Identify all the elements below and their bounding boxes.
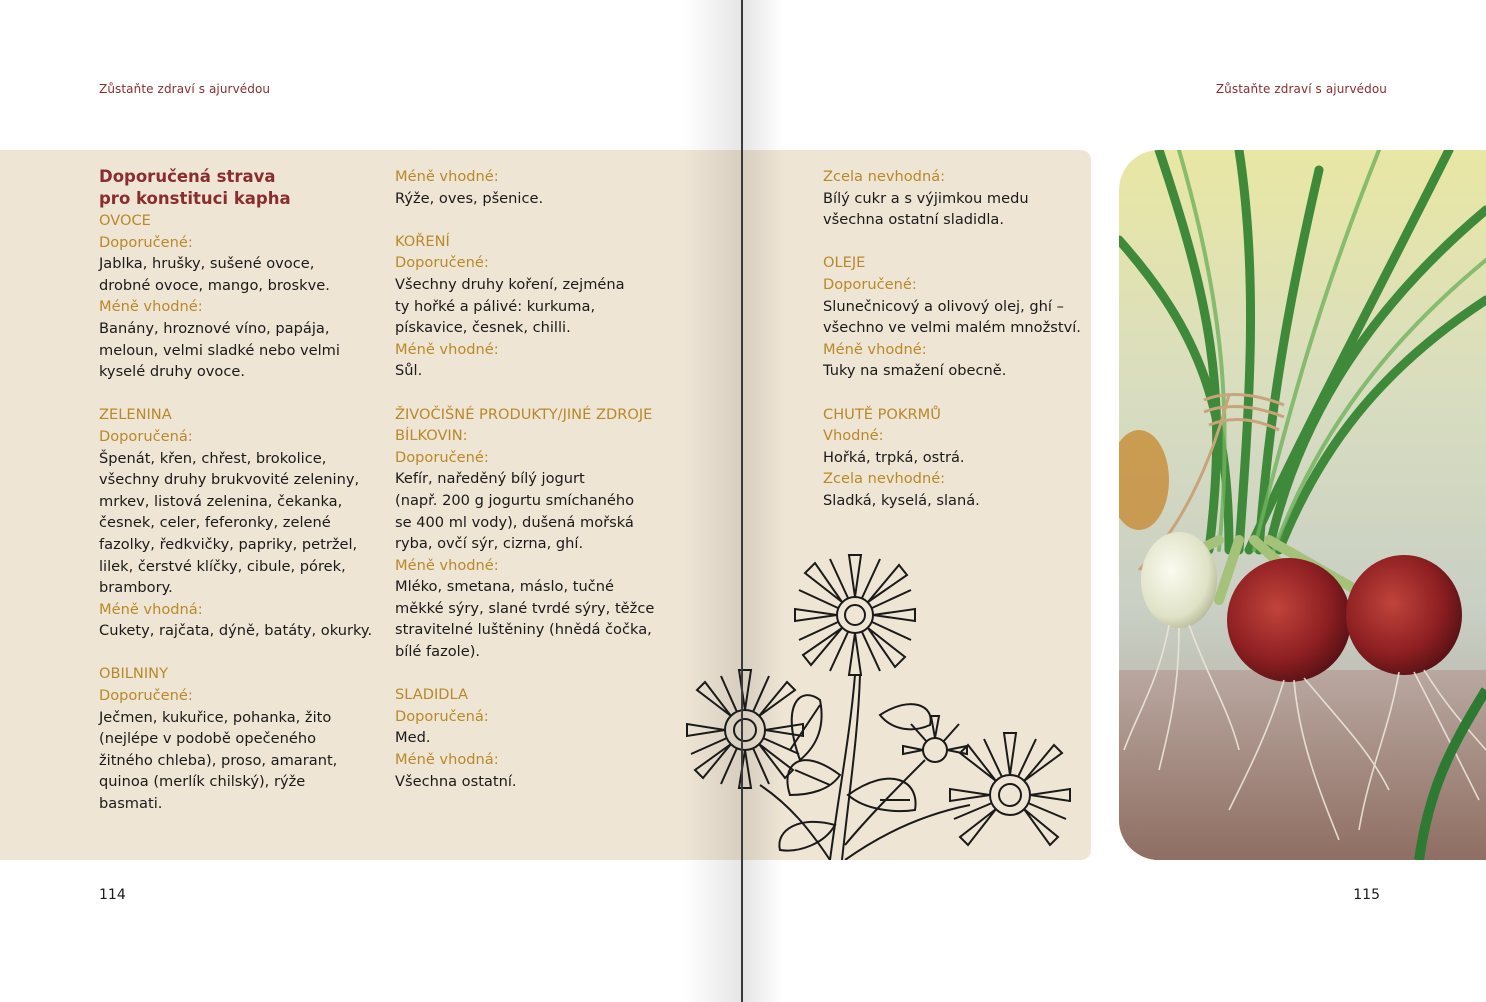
text-line: basmati. bbox=[99, 795, 163, 813]
text-line: pískavice, česnek, chilli. bbox=[395, 319, 571, 337]
label-less: Méně vhodné: bbox=[395, 168, 499, 185]
text-line: (např. 200 g jogurtu smíchaného bbox=[395, 491, 635, 509]
text-line: česnek, celer, feferonky, zelené bbox=[99, 514, 331, 532]
text-line: Med. bbox=[395, 729, 431, 747]
heading-chute: CHUTĚ POKRMŮ bbox=[823, 405, 941, 423]
text-line: brambory. bbox=[99, 579, 173, 597]
text-line: mrkev, listová zelenina, čekanka, bbox=[99, 492, 343, 510]
title-line-2: pro konstituci kapha bbox=[99, 189, 291, 208]
text-line: Slunečnicový a olivový olej, ghí – bbox=[823, 297, 1064, 315]
text-line: ty hořké a pálivé: kurkuma, bbox=[395, 297, 596, 315]
text-line: Špenát, křen, chřest, brokolice, bbox=[99, 449, 327, 467]
text-line: drobné ovoce, mango, broskve. bbox=[99, 276, 330, 294]
text-line: (nejlépe v podobě opečeného bbox=[99, 730, 317, 748]
heading-zelenina: ZELENINA bbox=[99, 406, 172, 424]
text-line: Kefír, naředěný bílý jogurt bbox=[395, 470, 585, 488]
label-recommended: Doporučené: bbox=[395, 254, 489, 272]
text-line: Sladká, kyselá, slaná. bbox=[823, 491, 980, 509]
heading-oleje: OLEJE bbox=[823, 254, 866, 272]
heading-obilniny: OBILNINY bbox=[99, 665, 168, 683]
sunflower-illustration bbox=[680, 545, 1080, 860]
group-koreni bbox=[395, 231, 695, 382]
text-line: kyselé druhy ovoce. bbox=[99, 363, 245, 381]
text-line: Sůl. bbox=[395, 362, 423, 380]
heading-sladidla: SLADIDLA bbox=[395, 686, 468, 704]
column-1 bbox=[99, 166, 379, 815]
group-zivocisne bbox=[395, 404, 695, 663]
group-zelenina bbox=[99, 404, 379, 642]
book-gutter bbox=[741, 0, 743, 1002]
page-number-right: 115 bbox=[1353, 887, 1380, 903]
spring-onions-photo bbox=[1119, 150, 1486, 860]
text-line: měkké sýry, slané tvrdé sýry, těžce bbox=[395, 599, 655, 617]
text-line: Jablka, hrušky, sušené ovoce, bbox=[99, 255, 315, 273]
text-line: stravitelné luštěniny (hnědá čočka, bbox=[395, 621, 652, 639]
group-obilniny-cont bbox=[395, 166, 695, 209]
page-number-left: 114 bbox=[99, 887, 126, 903]
text-line: Banány, hroznové víno, papája, bbox=[99, 319, 330, 337]
group-oleje bbox=[823, 252, 1093, 382]
label-recommended: Doporučené: bbox=[395, 448, 489, 466]
text-line: lilek, čerstvé klíčky, cibule, pórek, bbox=[99, 557, 346, 575]
label-less: Méně vhodné: bbox=[395, 556, 499, 574]
label-recommended: Doporučená: bbox=[395, 707, 489, 725]
group-obilniny bbox=[99, 663, 379, 814]
text-line: meloun, velmi sladké nebo velmi bbox=[99, 341, 340, 359]
label-unsuitable: Zcela nevhodná: bbox=[823, 168, 946, 185]
heading-koreni: KOŘENÍ bbox=[395, 232, 450, 250]
label-recommended: Doporučené: bbox=[99, 233, 193, 251]
group-ovoce bbox=[99, 210, 379, 383]
title-line-1: Doporučená strava bbox=[99, 167, 276, 186]
text-line: fazolky, ředkvičky, papriky, petržel, bbox=[99, 535, 358, 553]
text-line: Všechna ostatní. bbox=[395, 772, 517, 790]
text-line: Cukety, rajčata, dýně, batáty, okurky. bbox=[99, 622, 373, 640]
text-line: Bílý cukr a s výjimkou medu bbox=[823, 189, 1029, 207]
group-chute bbox=[823, 404, 1093, 512]
text-line: žitného chleba), proso, amarant, bbox=[99, 751, 338, 769]
text-line: Rýže, oves, pšenice. bbox=[395, 189, 544, 207]
text-line: bílé fazole). bbox=[395, 643, 481, 661]
heading-zivocisne: ŽIVOČIŠNÉ PRODUKTY/JINÉ ZDROJE bbox=[395, 405, 653, 423]
label-less: Méně vhodné: bbox=[823, 340, 927, 358]
label-unsuitable: Zcela nevhodné: bbox=[823, 470, 946, 488]
text-line: všechna ostatní sladidla. bbox=[823, 211, 1005, 229]
text-line: Mléko, smetana, máslo, tučné bbox=[395, 578, 614, 596]
label-less: Méně vhodné: bbox=[99, 298, 203, 316]
label-less: Méně vhodné: bbox=[395, 340, 499, 358]
text-line: všechny druhy brukvovité zeleniny, bbox=[99, 471, 360, 489]
text-line: quinoa (merlík chilský), rýže bbox=[99, 773, 306, 791]
column-2 bbox=[395, 166, 695, 792]
group-sladidla bbox=[395, 684, 695, 792]
text-line: Ječmen, kukuřice, pohanka, žito bbox=[99, 708, 332, 726]
column-3 bbox=[823, 166, 1093, 512]
label-suitable: Vhodné: bbox=[823, 427, 884, 445]
text-line: Hořká, trpká, ostrá. bbox=[823, 448, 965, 466]
label-recommended: Doporučená: bbox=[99, 427, 193, 445]
label-less: Méně vhodná: bbox=[99, 600, 203, 618]
heading-zivocisne-2: BÍLKOVIN: bbox=[395, 427, 468, 445]
section-title bbox=[99, 166, 379, 210]
text-line: Všechny druhy koření, zejména bbox=[395, 275, 625, 293]
heading-ovoce: OVOCE bbox=[99, 212, 151, 229]
label-recommended: Doporučené: bbox=[823, 275, 917, 293]
running-head-left: Zůstaňte zdraví s ajurvédou bbox=[99, 82, 271, 96]
running-head-right: Zůstaňte zdraví s ajurvédou bbox=[1215, 82, 1387, 96]
text-line: ryba, ovčí sýr, cizrna, ghí. bbox=[395, 535, 584, 553]
text-line: všechno ve velmi malém množství. bbox=[823, 319, 1081, 337]
label-less: Méně vhodná: bbox=[395, 751, 499, 769]
group-sladidla-cont bbox=[823, 166, 1093, 231]
text-line: Tuky na smažení obecně. bbox=[823, 362, 1007, 380]
text-line: se 400 ml vody), dušená mořská bbox=[395, 513, 634, 531]
label-recommended: Doporučené: bbox=[99, 687, 193, 705]
